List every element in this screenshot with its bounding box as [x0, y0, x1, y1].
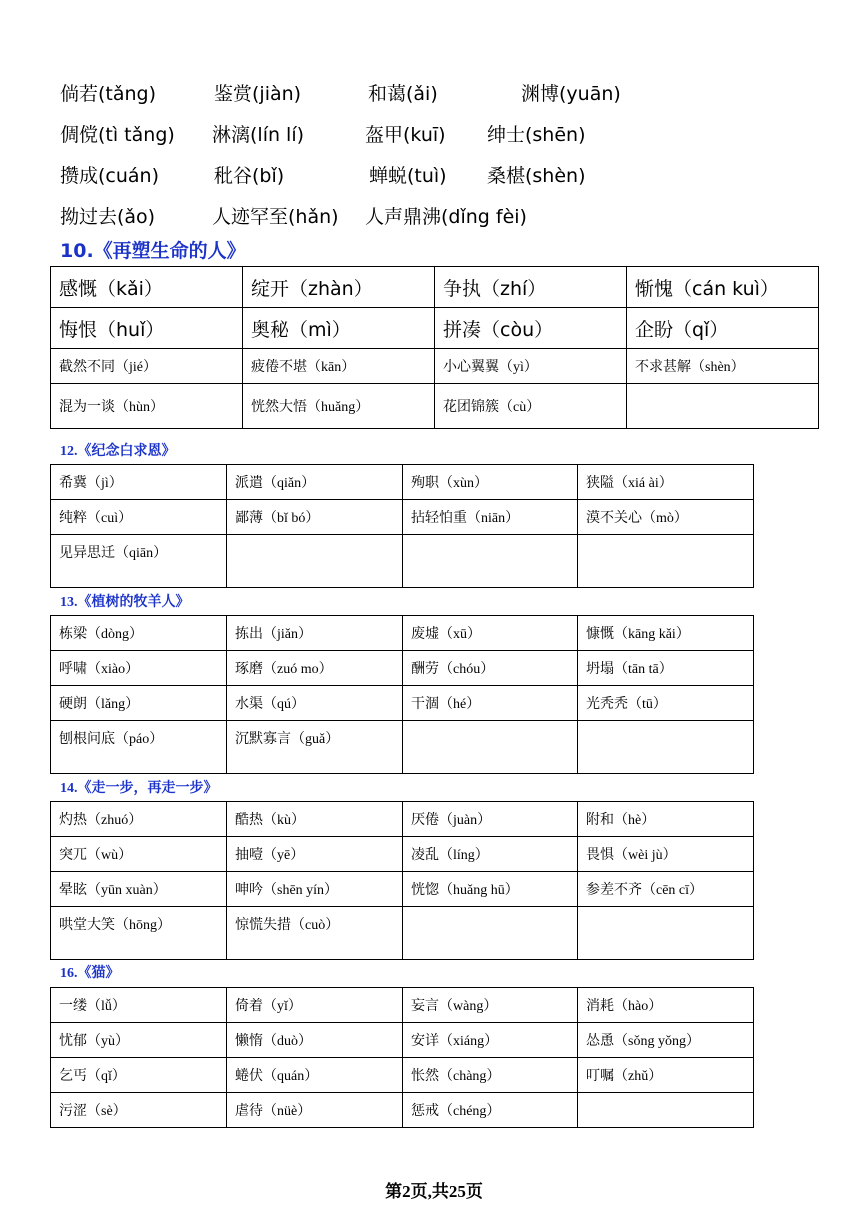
vocab-word: 倜傥(tì tǎng): [60, 124, 175, 146]
table-cell: 争执（zhí）: [435, 267, 627, 308]
section-13-table: [50, 615, 754, 774]
table-cell: 鄙薄（bǐ bó）: [227, 500, 403, 535]
vocab-word: 和蔼(ǎi): [368, 83, 438, 105]
table-cell: 晕眩（yūn xuàn）: [51, 872, 227, 907]
section-10-heading: 10.《再塑生命的人》: [60, 240, 246, 262]
table-cell: 凌乱（líng）: [403, 837, 578, 872]
table-cell: 光秃秃（tū）: [578, 686, 754, 721]
table-cell: 惭愧（cán kuì）: [627, 267, 819, 308]
table-row: [51, 988, 754, 1023]
vocab-word: 倘若(tǎng): [60, 83, 157, 105]
table-cell: 安详（xiáng）: [403, 1023, 578, 1058]
table-cell: 乞丐（qǐ）: [51, 1058, 227, 1093]
table-cell: 狭隘（xiá ài）: [578, 465, 754, 500]
table-row: [51, 384, 819, 429]
table-cell: 截然不同（jié）: [51, 349, 243, 384]
table-cell: 漠不关心（mò）: [578, 500, 754, 535]
section-12-table: [50, 464, 754, 588]
table-row: [51, 616, 754, 651]
vocab-line: [60, 72, 621, 113]
vocab-word: 秕谷(bǐ): [214, 165, 285, 187]
table-cell: 不求甚解（shèn）: [627, 349, 819, 384]
table-cell: 琢磨（zuó mo）: [227, 651, 403, 686]
table-cell: [578, 721, 754, 774]
table-cell: 懒惰（duò）: [227, 1023, 403, 1058]
table-cell: 企盼（qǐ）: [627, 308, 819, 349]
table-cell: 参差不齐（cēn cī）: [578, 872, 754, 907]
vocab-line: [60, 113, 621, 154]
vocab-word: 鉴赏(jiàn): [214, 83, 302, 105]
section-16-heading: 16.《猫》: [60, 966, 120, 981]
table-cell: 栋梁（dòng）: [51, 616, 227, 651]
table-cell: 小心翼翼（yì）: [435, 349, 627, 384]
table-row: [51, 1058, 754, 1093]
table-cell: 悔恨（huǐ）: [51, 308, 243, 349]
section-10-table: [50, 266, 819, 429]
table-cell: 畏惧（wèi jù）: [578, 837, 754, 872]
table-cell: 纯粹（cuì）: [51, 500, 227, 535]
table-cell: 怅然（chàng）: [403, 1058, 578, 1093]
section-12-heading: 12.《纪念白求恩》: [60, 444, 176, 459]
vocab-lines: [60, 72, 621, 236]
vocab-word: 淋漓(lín lí): [212, 124, 305, 146]
table-cell: [627, 384, 819, 429]
table-cell: 消耗（hào）: [578, 988, 754, 1023]
table-row: [51, 1023, 754, 1058]
table-row: [51, 308, 819, 349]
table-cell: 拈轻怕重（niān）: [403, 500, 578, 535]
table-row: [51, 535, 754, 588]
table-cell: 见异思迁（qiān）: [51, 535, 227, 588]
table-cell: 怂恿（sǒng yǒng）: [578, 1023, 754, 1058]
table-row: [51, 837, 754, 872]
vocab-word: 渊博(yuān): [521, 83, 621, 105]
table-cell: [403, 721, 578, 774]
table-cell: 污涩（sè）: [51, 1093, 227, 1128]
table-cell: 慷慨（kāng kǎi）: [578, 616, 754, 651]
table-cell: 干涸（hé）: [403, 686, 578, 721]
table-cell: 刨根问底（páo）: [51, 721, 227, 774]
section-16-table: [50, 987, 754, 1128]
table-cell: 妄言（wàng）: [403, 988, 578, 1023]
vocab-line: [60, 154, 621, 195]
table-row: [51, 267, 819, 308]
table-row: [51, 1093, 754, 1128]
table-row: [51, 872, 754, 907]
vocab-word: 拗过去(ǎo): [60, 206, 156, 228]
table-cell: 哄堂大笑（hōng）: [51, 907, 227, 960]
table-cell: [578, 535, 754, 588]
table-cell: 突兀（wù）: [51, 837, 227, 872]
table-cell: 厌倦（juàn）: [403, 802, 578, 837]
table-cell: 绽开（zhàn）: [243, 267, 435, 308]
section-14-heading: 14.《走一步，再走一步》: [60, 781, 218, 796]
table-cell: 叮嘱（zhǔ）: [578, 1058, 754, 1093]
table-cell: 疲倦不堪（kān）: [243, 349, 435, 384]
table-cell: 拣出（jiǎn）: [227, 616, 403, 651]
table-row: [51, 802, 754, 837]
table-cell: 废墟（xū）: [403, 616, 578, 651]
table-row: [51, 349, 819, 384]
table-cell: 一缕（lǚ）: [51, 988, 227, 1023]
table-cell: 酬劳（chóu）: [403, 651, 578, 686]
table-cell: 酷热（kù）: [227, 802, 403, 837]
vocab-word: 攒成(cuán): [60, 165, 159, 187]
table-cell: 蜷伏（quán）: [227, 1058, 403, 1093]
section-13-heading: 13.《植树的牧羊人》: [60, 595, 190, 610]
table-cell: 虐待（nüè）: [227, 1093, 403, 1128]
table-cell: 恍然大悟（huǎng）: [243, 384, 435, 429]
vocab-word: 绅士(shēn): [487, 124, 586, 146]
page-footer: 第2页,共25页: [385, 1182, 483, 1201]
vocab-word: 人声鼎沸(dǐng fèi): [365, 206, 527, 228]
table-cell: 抽噎（yē）: [227, 837, 403, 872]
table-cell: 硬朗（lǎng）: [51, 686, 227, 721]
table-cell: 拼凑（còu）: [435, 308, 627, 349]
table-cell: 恍惚（huǎng hū）: [403, 872, 578, 907]
vocab-word: 桑椹(shèn): [487, 165, 586, 187]
table-cell: [403, 907, 578, 960]
table-cell: 殉职（xùn）: [403, 465, 578, 500]
vocab-word: 盔甲(kuī): [365, 124, 446, 146]
vocab-line: [60, 195, 621, 236]
table-cell: 派遣（qiǎn）: [227, 465, 403, 500]
table-cell: 倚着（yǐ）: [227, 988, 403, 1023]
table-cell: [227, 535, 403, 588]
table-cell: 花团锦簇（cù）: [435, 384, 627, 429]
table-row: [51, 686, 754, 721]
table-cell: 坍塌（tān tā）: [578, 651, 754, 686]
table-cell: [578, 907, 754, 960]
vocab-word: 人迹罕至(hǎn): [212, 206, 339, 228]
table-cell: 呼啸（xiào）: [51, 651, 227, 686]
table-row: [51, 721, 754, 774]
table-cell: 忧郁（yù）: [51, 1023, 227, 1058]
table-cell: 惊慌失措（cuò）: [227, 907, 403, 960]
table-cell: 希冀（jì）: [51, 465, 227, 500]
table-cell: 混为一谈（hùn）: [51, 384, 243, 429]
table-row: [51, 907, 754, 960]
table-cell: 呻吟（shēn yín）: [227, 872, 403, 907]
table-cell: 惩戒（chéng）: [403, 1093, 578, 1128]
table-row: [51, 651, 754, 686]
section-14-table: [50, 801, 754, 960]
table-cell: 水渠（qú）: [227, 686, 403, 721]
table-cell: 奥秘（mì）: [243, 308, 435, 349]
vocab-word: 蝉蜕(tuì): [369, 165, 447, 187]
table-cell: [403, 535, 578, 588]
table-cell: [578, 1093, 754, 1128]
table-cell: 沉默寡言（guǎ）: [227, 721, 403, 774]
table-row: [51, 465, 754, 500]
table-row: [51, 500, 754, 535]
table-cell: 灼热（zhuó）: [51, 802, 227, 837]
table-cell: 感慨（kǎi）: [51, 267, 243, 308]
table-cell: 附和（hè）: [578, 802, 754, 837]
